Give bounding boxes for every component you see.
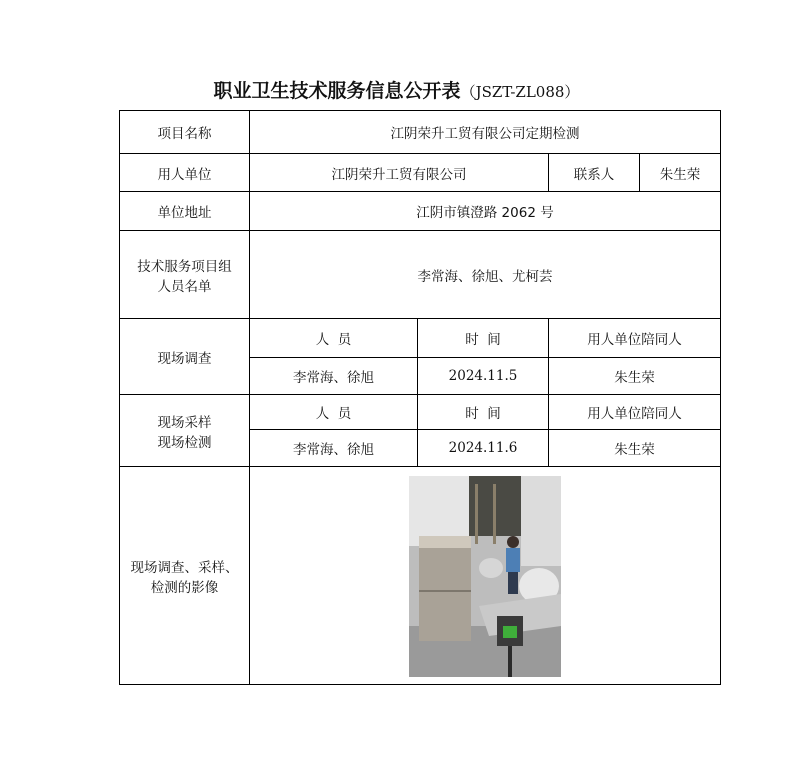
row-employer [120,154,721,192]
sampling-people: 李常海、徐旭 [250,430,418,467]
photo-wall-left [409,476,469,546]
sampling-label-line1: 现场采样 [157,414,212,431]
sampling-header-time: 时 间 [418,395,549,430]
photo-worker-body [506,548,520,572]
contact-label: 联系人 [549,154,640,192]
sampling-escort: 朱生荣 [549,430,721,467]
photo-machine-top [419,536,471,548]
address-label: 单位地址 [120,192,250,231]
photo-instrument-screen [503,626,517,638]
photo-wall-right [521,476,561,566]
info-table [119,110,721,685]
photo-machine [419,536,471,641]
project-name-label: 项目名称 [120,111,250,154]
sampling-date: 2024.11.6 [418,430,549,467]
sampling-label-line2: 现场检测 [157,434,212,451]
row-team [120,231,721,319]
address-value: 江阴市镇澄路 2062 号 [250,192,721,231]
team-label-line2: 人员名单 [157,278,212,295]
project-name-value: 江阴荣升工贸有限公司定期检测 [250,111,721,154]
photo-beam [493,484,496,544]
contact-value: 朱生荣 [640,154,721,192]
title-text: 职业卫生技术服务信息公开表 [213,80,461,102]
photo-worker-legs [508,572,518,594]
row-survey-header [120,319,721,358]
form-code: （JSZT-ZL088） [460,83,580,101]
images-cell [250,467,721,685]
survey-header-escort: 用人单位陪同人 [549,319,721,358]
photo-sack [479,558,503,578]
team-label [120,231,250,319]
survey-label: 现场调查 [120,319,250,395]
team-value: 李常海、徐旭、尤柯芸 [250,231,721,319]
images-label-line1: 现场调查、采样、 [130,559,239,576]
images-label [120,467,250,685]
page-title [0,76,793,103]
survey-escort: 朱生荣 [549,358,721,395]
images-label-line2: 检测的影像 [150,579,219,596]
photo-worker-head [507,536,519,548]
photo-tripod [508,646,512,677]
row-address [120,192,721,231]
sampling-header-people: 人 员 [250,395,418,430]
team-label-line1: 技术服务项目组 [137,258,232,275]
row-sampling-header [120,395,721,430]
survey-date: 2024.11.5 [418,358,549,395]
survey-header-people: 人 员 [250,319,418,358]
sampling-label [120,395,250,467]
photo-beam [475,484,478,544]
employer-label: 用人单位 [120,154,250,192]
site-photo [409,476,561,677]
survey-header-time: 时 间 [418,319,549,358]
row-images [120,467,721,685]
employer-value: 江阴荣升工贸有限公司 [250,154,549,192]
sampling-header-escort: 用人单位陪同人 [549,395,721,430]
row-project-name [120,111,721,154]
survey-people: 李常海、徐旭 [250,358,418,395]
